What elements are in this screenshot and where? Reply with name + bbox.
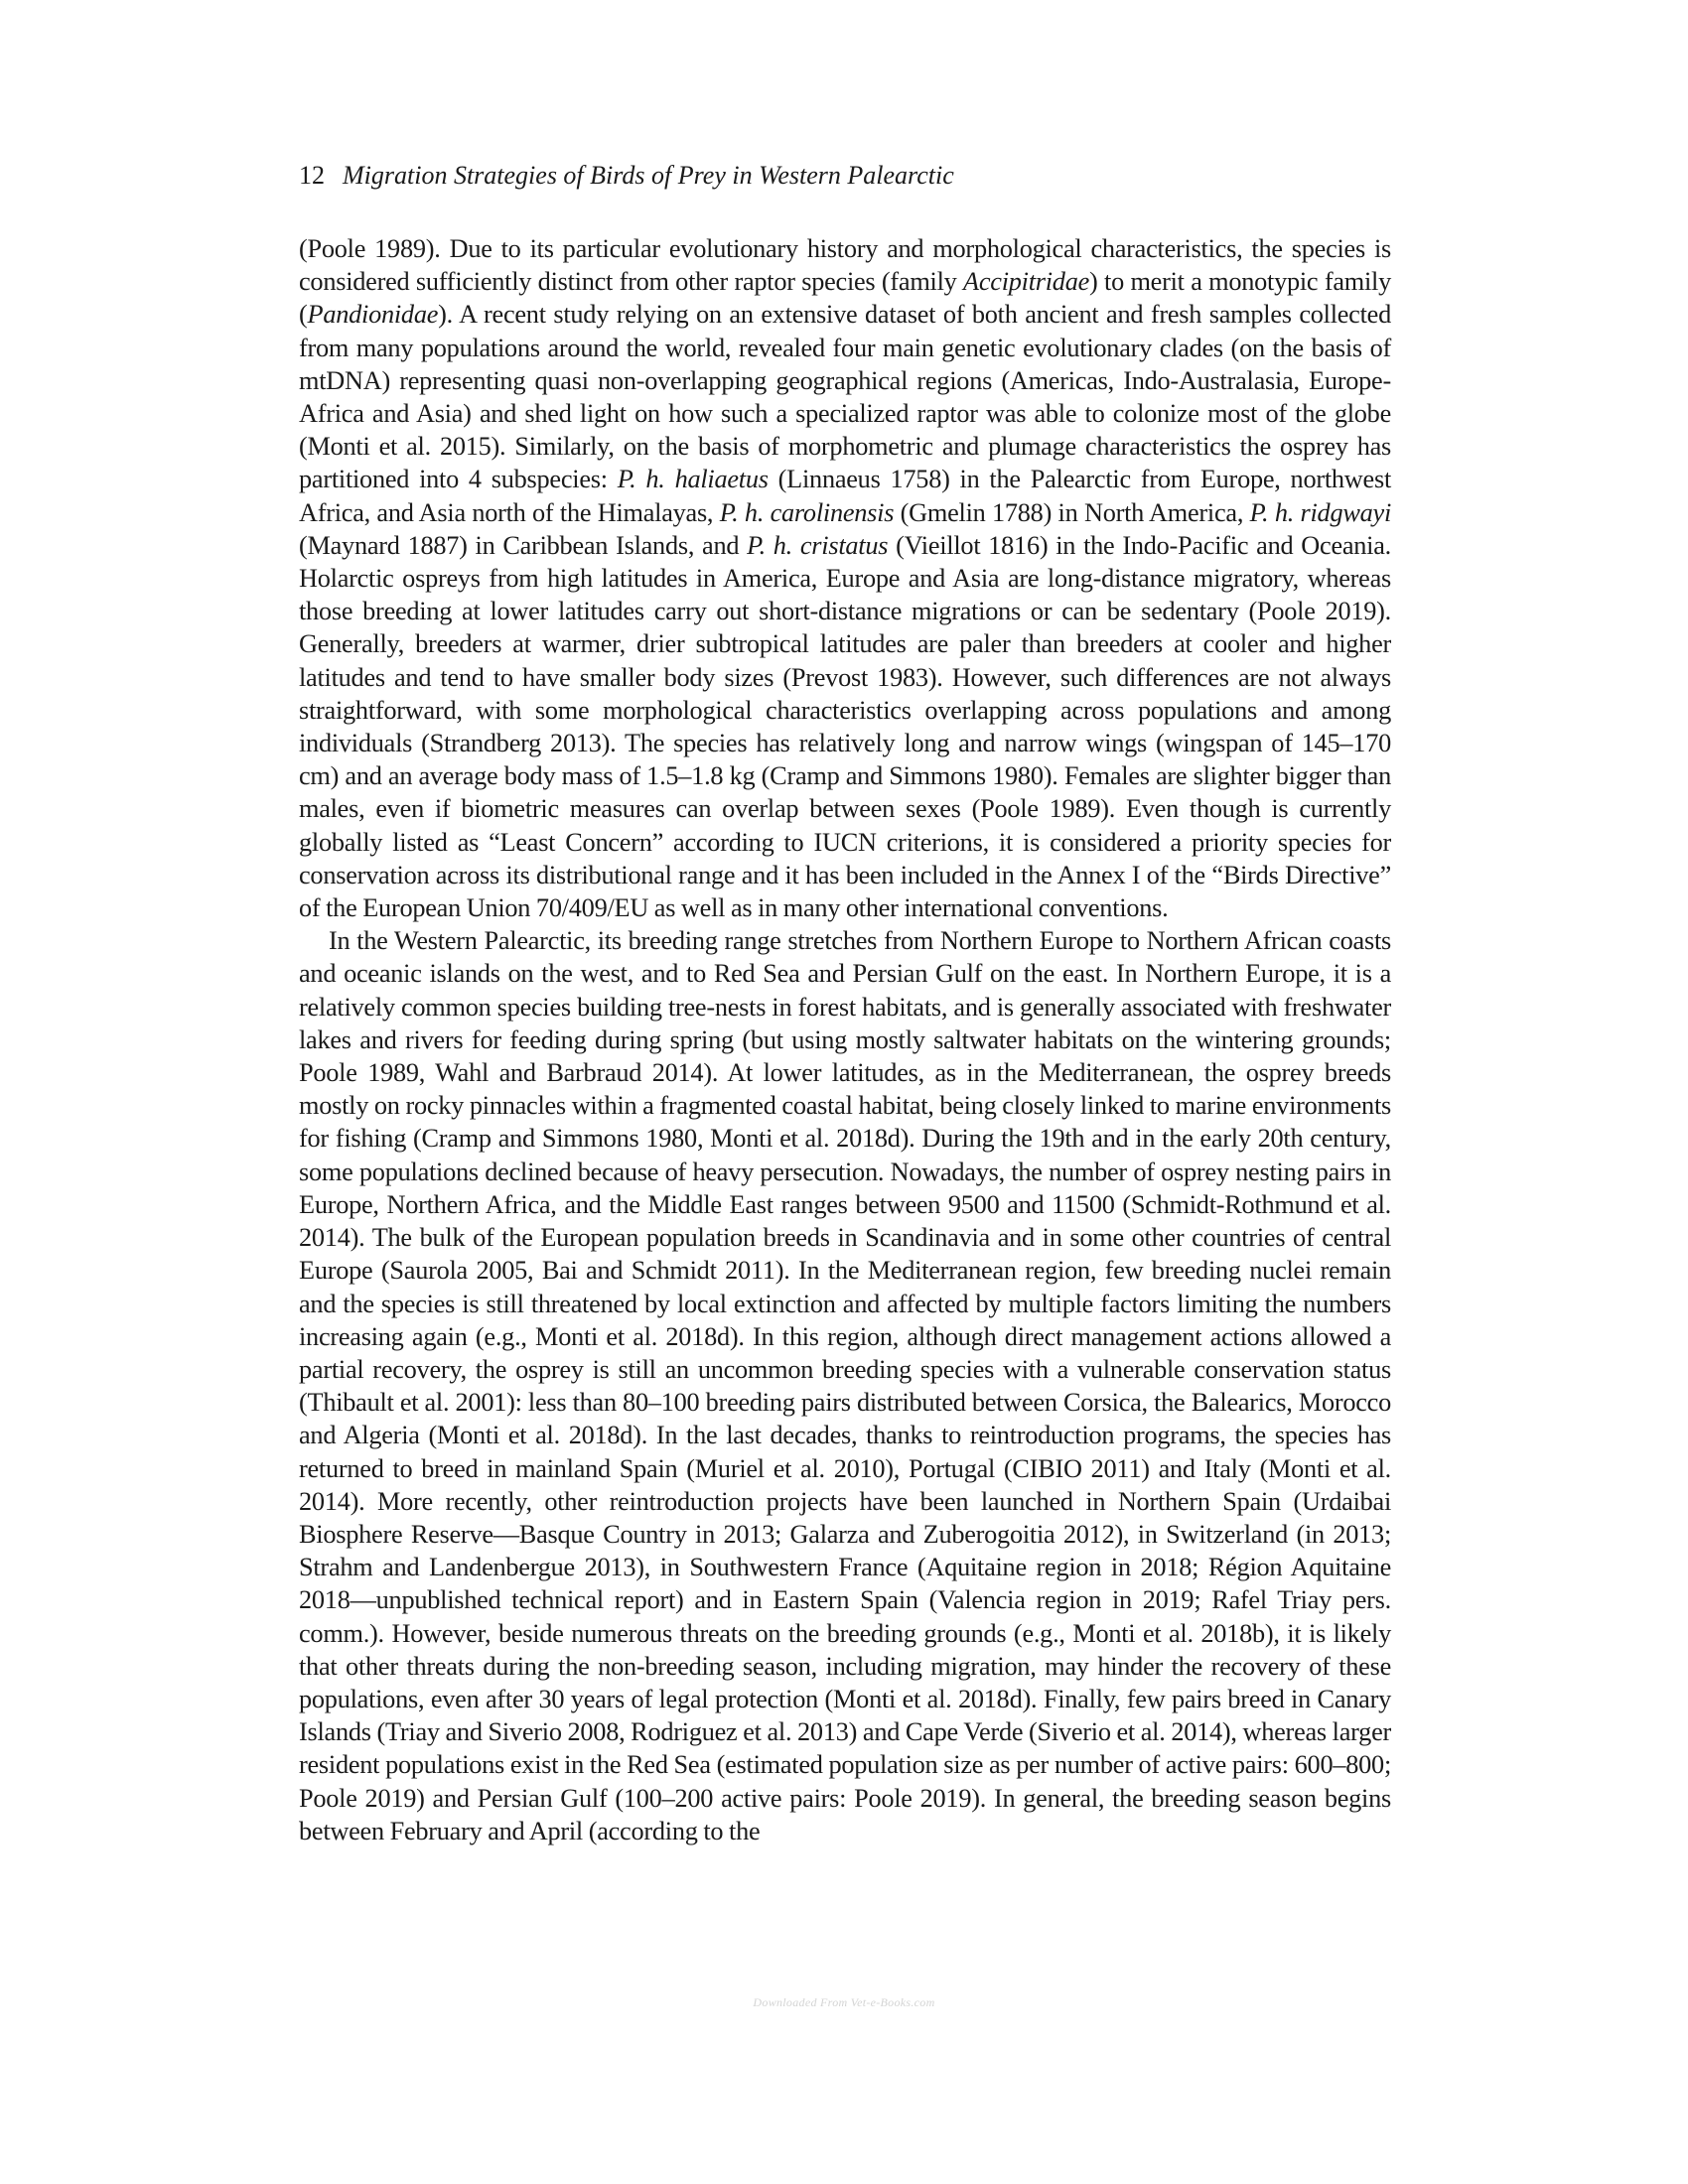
text-run: ) to merit a monotypic family ( [299,267,1391,330]
text-run: ). A recent study relying on an extensive dataset of both ancient and fresh samples collected from many populations around the world, revealed four main genetic evolutionary clades (on the basis of mtDNA) representing quasi non-overlapping geographical regions (Americas, Indo-Australasia, Europe-Africa and Asia) and shed light on how such a specialized raptor was able to colonize most of the globe (Monti et al. 2015). Similarly, on the basis of morphometric and plumage characteristics the osprey has partitioned into 4 subspecies: [299,300,1391,494]
body-text [299,232,1391,1847]
running-title: Migration Strategies of Birds of Prey in Western Palearctic [343,161,954,190]
text-run: (Maynard 1887) in Caribbean Islands, and [299,530,748,560]
italic-term: Accipitridae [963,267,1090,297]
text-run: (Vieillot 1816) in the Indo-Pacific and Oceania. Holarctic ospreys from high latitudes in America, Europe and Asia are long-distance migratory, whereas those breeding at lower latitudes carry out short-distance migrations or can be sedentary (Poole 2019). Generally, breeders at warmer, drier subtropical latitudes are paler than breeders at cooler and higher latitudes and tend to have smaller body sizes (Prevost 1983). However, such differences are not always straightforward, with some morphological characteristics overlapping across populations and among individuals (Strandberg 2013). The species has relatively long and narrow wings (wingspan of 145–170 cm) and an average body mass of 1.5–1.8 kg (Cramp and Simmons 1980). Females are slighter bigger than males, even if biometric measures can overlap between sexes (Poole 1989). Even though is currently globally listed as “Least Concern” according to IUCN criterions, it is considered a priority species for conservation across its distributional range and it has been included in the Annex I of the “Birds Directive” of the European Union 70/409/EU as well as in many other international conventions. [299,530,1391,923]
paragraph-1 [299,232,1391,924]
italic-term: P. h. haliaetus [617,465,769,494]
text-run: (Gmelin 1788) in North America, [894,497,1250,527]
italic-term: P. h. carolinensis [719,497,895,527]
italic-term: P. h. ridgwayi [1249,497,1392,527]
italic-term: Pandionidae [307,300,439,330]
text-run: In the Western Palearctic, its breeding range stretches from Northern Europe to Northern African coasts and oceanic islands on the west, and to Red Sea and Persian Gulf on the east. In Northern Europe, it is a relatively common species building tree-nests in forest habitats, and is generally associated with freshwater lakes and rivers for feeding during spring (but using mostly saltwater habitats on the wintering grounds; Poole 1989, Wahl and Barbraud 2014). At lower latitudes, as in the Mediterranean, the osprey breeds mostly on rocky pinnacles within a fragmented coastal habitat, being closely linked to marine environments for fishing (Cramp and Simmons 1980, Monti et al. 2018d). During the 19th and in the early 20th century, some populations declined because of heavy persecution. Nowadays, the number of osprey nesting pairs in Europe, Northern Africa, and the Middle East ranges between 9500 and 11500 (Schmidt-Rothmund et al. 2014). The bulk of the European population breeds in Scandinavia and in some other countries of central Europe (Saurola 2005, Bai and Schmidt 2011). In the Mediterranean region, few breeding nuclei remain and the species is still threatened by local extinction and affected by multiple factors limiting the numbers increasing again (e.g., Monti et al. 2018d). In this region, although direct management actions allowed a partial recovery, the osprey is still an uncommon breeding species with a vulnerable conservation status (Thibault et al. 2001): less than 80–100 breeding pairs distributed between Corsica, the Balearics, Morocco and Algeria (Monti et al. 2018d). In the last decades, thanks to reintroduction programs, the species has returned to breed in mainland Spain (Muriel et al. 2010), Portugal (CIBIO 2011) and Italy (Monti et al. 2014). More recently, other reintroduction projects have been launched in Northern Spain (Urdaibai Biosphere Reserve—Basque Country in 2013; Galarza and Zuberogoitia 2012), in Switzerland (in 2013; Strahm and Landenbergue 2013), in Southwestern France (Aquitaine region in 2018; Région Aquitaine 2018—unpublished technical report) and in Eastern Spain (Valencia region in 2019; Rafel Triay pers. comm.). However, beside numerous threats on the breeding grounds (e.g., Monti et al. 2018b), it is likely that other threats during the non-breeding season, including migration, may hinder the recovery of these populations, even after 30 years of legal protection (Monti et al. 2018d). Finally, few pairs breed in Canary Islands (Triay and Siverio 2008, Rodriguez et al. 2013) and Cape Verde (Siverio et al. 2014), whereas larger resident populations exist in the Red Sea (estimated population size as per number of active pairs: 600–800; Poole 2019) and Persian Gulf (100–200 active pairs: Poole 2019). In general, the breeding season begins between February and April (according to the [299,926,1391,1845]
text-run: (Poole 1989). Due to its particular evolutionary history and morphological characteristics, the species is considered sufficiently distinct from other raptor species (family [299,234,1391,297]
page-number: 12 [299,161,325,190]
text-run: (Linnaeus 1758) in the Palearctic from Europe, northwest Africa, and Asia north of the Himalayas, [299,465,1392,527]
italic-term: P. h. cristatus [747,530,889,560]
watermark: Downloaded From Vet-e-Books.com [753,1995,935,2009]
paragraph-2 [299,924,1391,1847]
running-header [299,159,1391,193]
